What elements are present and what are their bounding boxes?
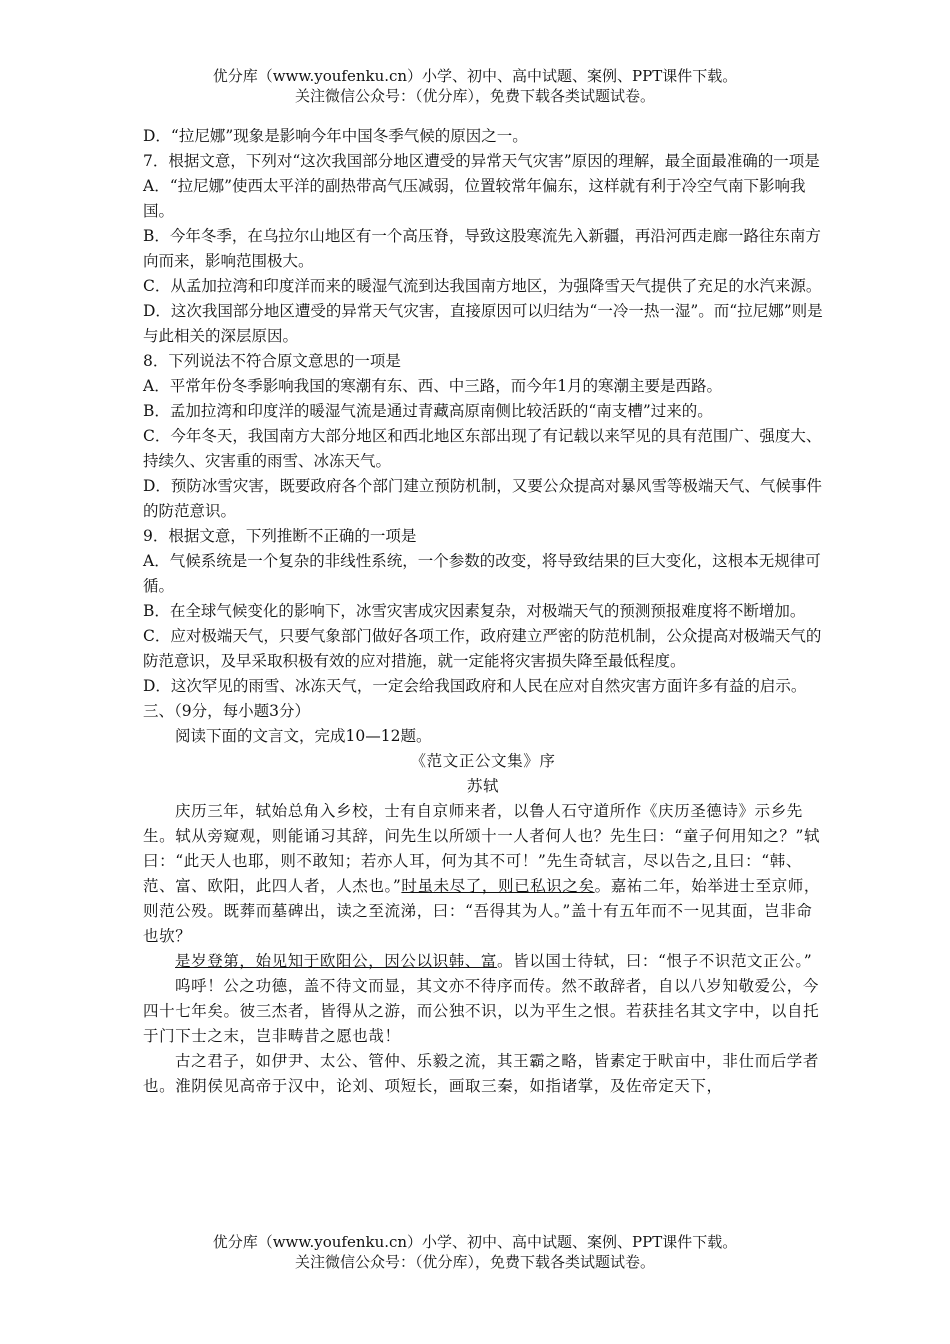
q8-option-a: A．平常年份冬季影响我国的寒潮有东、西、中三路，而今年1月的寒潮主要是西路。: [143, 377, 723, 395]
section-3-instruction: 阅读下面的文言文，完成10—12题。: [175, 727, 432, 745]
section-3-heading: 三、（9分，每小题3分）: [143, 702, 310, 720]
q7-stem: 7．根据文意，下列对“这次我国部分地区遭受的异常天气灾害”原因的理解，最全面最准确的一项是: [143, 152, 820, 170]
header-line-2: 关注微信公众号：（优分库），免费下载各类试题试卷。: [294, 87, 655, 105]
q9-option-c: C．应对极端天气，只要气象部门做好各项工作，政府建立严密的防范机制，公众提高对极端天气的防范意识，及早采取积极有效的应对措施，就一定能将灾害损失降至最低程度。: [143, 627, 822, 670]
passage-paragraph-4: 古之君子，如伊尹、太公、管仲、乐毅之流，其王霸之略，皆素定于畎亩中，非仕而后学者也。淮阴侯见高帝于汉中，论刘、项短长，画取三秦，如指诸掌，及佐帝定天下，: [143, 1052, 820, 1095]
q9-option-b: B．在全球气候变化的影响下，冰雪灾害成灾因素复杂，对极端天气的预测预报难度将不断增加。: [143, 602, 806, 620]
q8-option-c: C．今年冬天，我国南方大部分地区和西北地区东部出现了有记载以来罕见的具有范围广、强度大、持续久、灾害重的雨雪、冰冻天气。: [143, 427, 822, 470]
page-footer: [0, 1232, 950, 1272]
underlined-sentence-1: 时虽未尽了，则已私识之矣: [401, 877, 595, 895]
paragraph-1-text-a: 庆历三年，轼始总角入乡校，士有自京师来者，以鲁人石守道所作《庆历圣德诗》示乡先生。轼从旁窥观，则能诵习其辞，问先生以所颂十一人者何人也？先生曰：“童子何用知之？”轼曰：“此天人也耶，则不敢知；若亦人耳，何为其不可！”先生奇轼言，尽以告之,且曰：“韩、范、富、欧阳，此四人者，人杰也。”: [143, 802, 821, 895]
passage-paragraph-3: 呜呼！公之功德，盖不待文而显，其文亦不待序而传。然不敢辞者，自以八岁知敬爱公，今四十七年矣。彼三杰者，皆得从之游，而公独不识，以为平生之恨。若获挂名其文字中，以自托于门下士之末，岂非畴昔之愿也哉！: [143, 977, 820, 1045]
classical-passage: [143, 749, 823, 1099]
q7-option-a: A．“拉尼娜”使西太平洋的副热带高气压减弱，位置较常年偏东，这样就有利于冷空气南下影响我国。: [143, 177, 806, 220]
q8-option-b: B．孟加拉湾和印度洋的暖湿气流是通过青藏高原南侧比较活跃的“南支槽”过来的。: [143, 402, 713, 420]
q7-option-b: B．今年冬季，在乌拉尔山地区有一个高压脊，导致这股寒流先入新疆，再沿河西走廊一路往东南方向而来，影响范围极大。: [143, 227, 821, 270]
q6-option-d: D．“拉尼娜”现象是影响今年中国冬季气候的原因之一。: [143, 127, 528, 145]
q7-option-d: D．这次我国部分地区遭受的异常天气灾害，直接原因可以归结为“一冷一热一湿”。而“拉尼娜”则是与此相关的深层原因。: [143, 302, 823, 345]
passage-paragraph-2: [143, 949, 823, 974]
page-header: [0, 66, 950, 106]
paragraph-1-text-b: 。嘉祐二年，始举进士至京师，则范公殁。既葬而墓碑出，读之至流涕，曰：“吾得其为人。”盖十有五年而不一见其面，岂非命也欤？: [143, 877, 820, 945]
paragraph-2-text: 。皆以国士待轼，曰：“恨子不识范文正公。”: [497, 952, 813, 970]
q7-option-c: C．从孟加拉湾和印度洋而来的暖湿气流到达我国南方地区，为强降雪天气提供了充足的水汽来源。: [143, 277, 822, 295]
q9-option-a: A．气候系统是一个复杂的非线性系统，一个参数的改变，将导致结果的巨大变化，这根本无规律可循。: [143, 552, 821, 595]
q8-stem: 8．下列说法不符合原文意思的一项是: [143, 352, 401, 370]
footer-line-2: 关注微信公众号：（优分库），免费下载各类试题试卷。: [294, 1253, 655, 1271]
q8-option-d: D．预防冰雪灾害，既要政府各个部门建立预防机制，又要公众提高对暴风雪等极端天气、气候事件的防范意识。: [143, 477, 822, 520]
q9-stem: 9．根据文意，下列推断不正确的一项是: [143, 527, 417, 545]
header-line-1: 优分库（www.youfenku.cn）小学、初中、高中试题、案例、PPT课件下载。: [212, 67, 738, 85]
passage-author: 苏轼: [466, 777, 500, 795]
footer-line-1: 优分库（www.youfenku.cn）小学、初中、高中试题、案例、PPT课件下载。: [212, 1233, 738, 1251]
passage-title: 《范文正公文集》序: [410, 752, 556, 770]
underlined-sentence-2: 是岁登第，始见知于欧阳公，因公以识韩、富: [175, 952, 498, 970]
document-body: [143, 124, 823, 1099]
passage-paragraph-1: [143, 799, 823, 949]
q9-option-d: D．这次罕见的雨雪、冰冻天气，一定会给我国政府和人民在应对自然灾害方面许多有益的启示。: [143, 677, 807, 695]
